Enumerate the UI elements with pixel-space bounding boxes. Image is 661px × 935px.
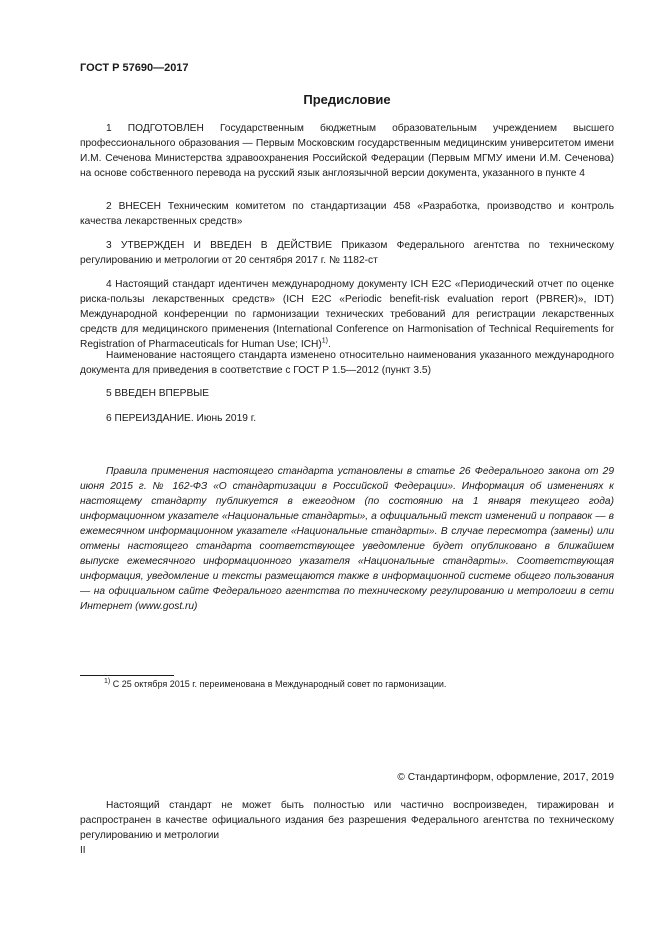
copyright-line: © Стандартинформ, оформление, 2017, 2019	[397, 772, 614, 783]
item-5: 5 ВВЕДЕН ВПЕРВЫЕ	[106, 388, 210, 399]
page-title: Предисловие	[303, 92, 391, 107]
rules-paragraph: Правила применения настоящего стандарта установлены в статье 26 Федерального закона от 29 июня 2015 г. № 162-ФЗ «О стандартизации в Российской Федерации». Информация об изменениях к настоящему стандарту публикуется в ежегодном (по состоянию на 1 января текущего года) информационном указателе «Национальные стандарты», а официальный текст изменений и поправок — в ежемесячном информационном указателе «Национальные стандарты». В случае пересмотра (замены) или отмены настоящего стандарта соответствующее уведомление будет опубликовано в ближайшем выпуске ежемесячного информационного указателя «Национальные стандарты». Соответствующая информация, уведомление и тексты размещаются также в информационной системе общего пользования — на официальном сайте Федерального агентства по техническому регулированию и метрологии в сети Интернет (www.gost.ru)	[80, 466, 614, 612]
reproduction-notice: Настоящий стандарт не может быть полностью или частично воспроизведен, тиражирован и распространен в качестве официального издания без разрешения Федерального агентства по техническому регулированию и метрологии	[80, 800, 614, 841]
item-4-text: 4 Настоящий стандарт идентичен международному документу ICH E2C «Периодический отчет по оценке риска-пользы лекарственных средств» (ICH E2C «Periodic benefit-risk evaluation report (PBRER)», IDT) Международной конференции по гармонизации технических требований для регистрации лекарственных средств для медицинского применения (International Conference on Harmonisation of Technical Requirements for Registration of Pharmaceuticals for Human Use; ICH)	[80, 279, 614, 350]
document-header: ГОСТ Р 57690—2017	[80, 62, 189, 74]
item-4-note: Наименование настоящего стандарта изменено относительно наименования указанного международного документа для приведения в соответствие с ГОСТ Р 1.5—2012 (пункт 3.5)	[80, 350, 614, 376]
footnote-text: С 25 октября 2015 г. переименована в Международный совет по гармонизации.	[112, 679, 447, 689]
footnote-mark: 1)	[104, 678, 111, 685]
item-6: 6 ПЕРЕИЗДАНИЕ. Июнь 2019 г.	[106, 413, 257, 424]
footnote-divider	[80, 675, 174, 676]
page-number: II	[80, 845, 86, 856]
item-1: 1 ПОДГОТОВЛЕН Государственным бюджетным образовательным учреждением высшего профессионального образования — Первым Московским государственным медицинским университетом имени И.М. Сеченова Министерства здравоохранения Российской Федерации (Первым МГМУ имени И.М. Сеченова) на основе собственного перевода на русский язык англоязычной версии документа, указанного в пункте 4	[80, 123, 614, 179]
item-3: 3 УТВЕРЖДЕН И ВВЕДЕН В ДЕЙСТВИЕ Приказом Федерального агентства по техническому регулированию и метрологии от 20 сентября 2017 г. № 1182-ст	[80, 240, 614, 266]
item-4: 4 Настоящий стандарт идентичен международному документу ICH E2C «Периодический отчет по оценке риска-пользы лекарственных средств» (ICH E2C «Periodic benefit-risk evaluation report (PBRER)», IDT) Международной конференции по гармонизации технических требований для регистрации лекарственных средств для медицинского применения (International Conference on Harmonisation of Technical Requirements for Registration of Pharmaceuticals for Human Use; ICH)$^{1)}$.	[80, 279, 614, 350]
footnote-ref: 1)	[321, 337, 328, 345]
item-2: 2 ВНЕСЕН Техническим комитетом по стандартизации 458 «Разработка, производство и контроль качества лекарственных средств»	[80, 201, 614, 227]
footnote	[104, 678, 446, 690]
